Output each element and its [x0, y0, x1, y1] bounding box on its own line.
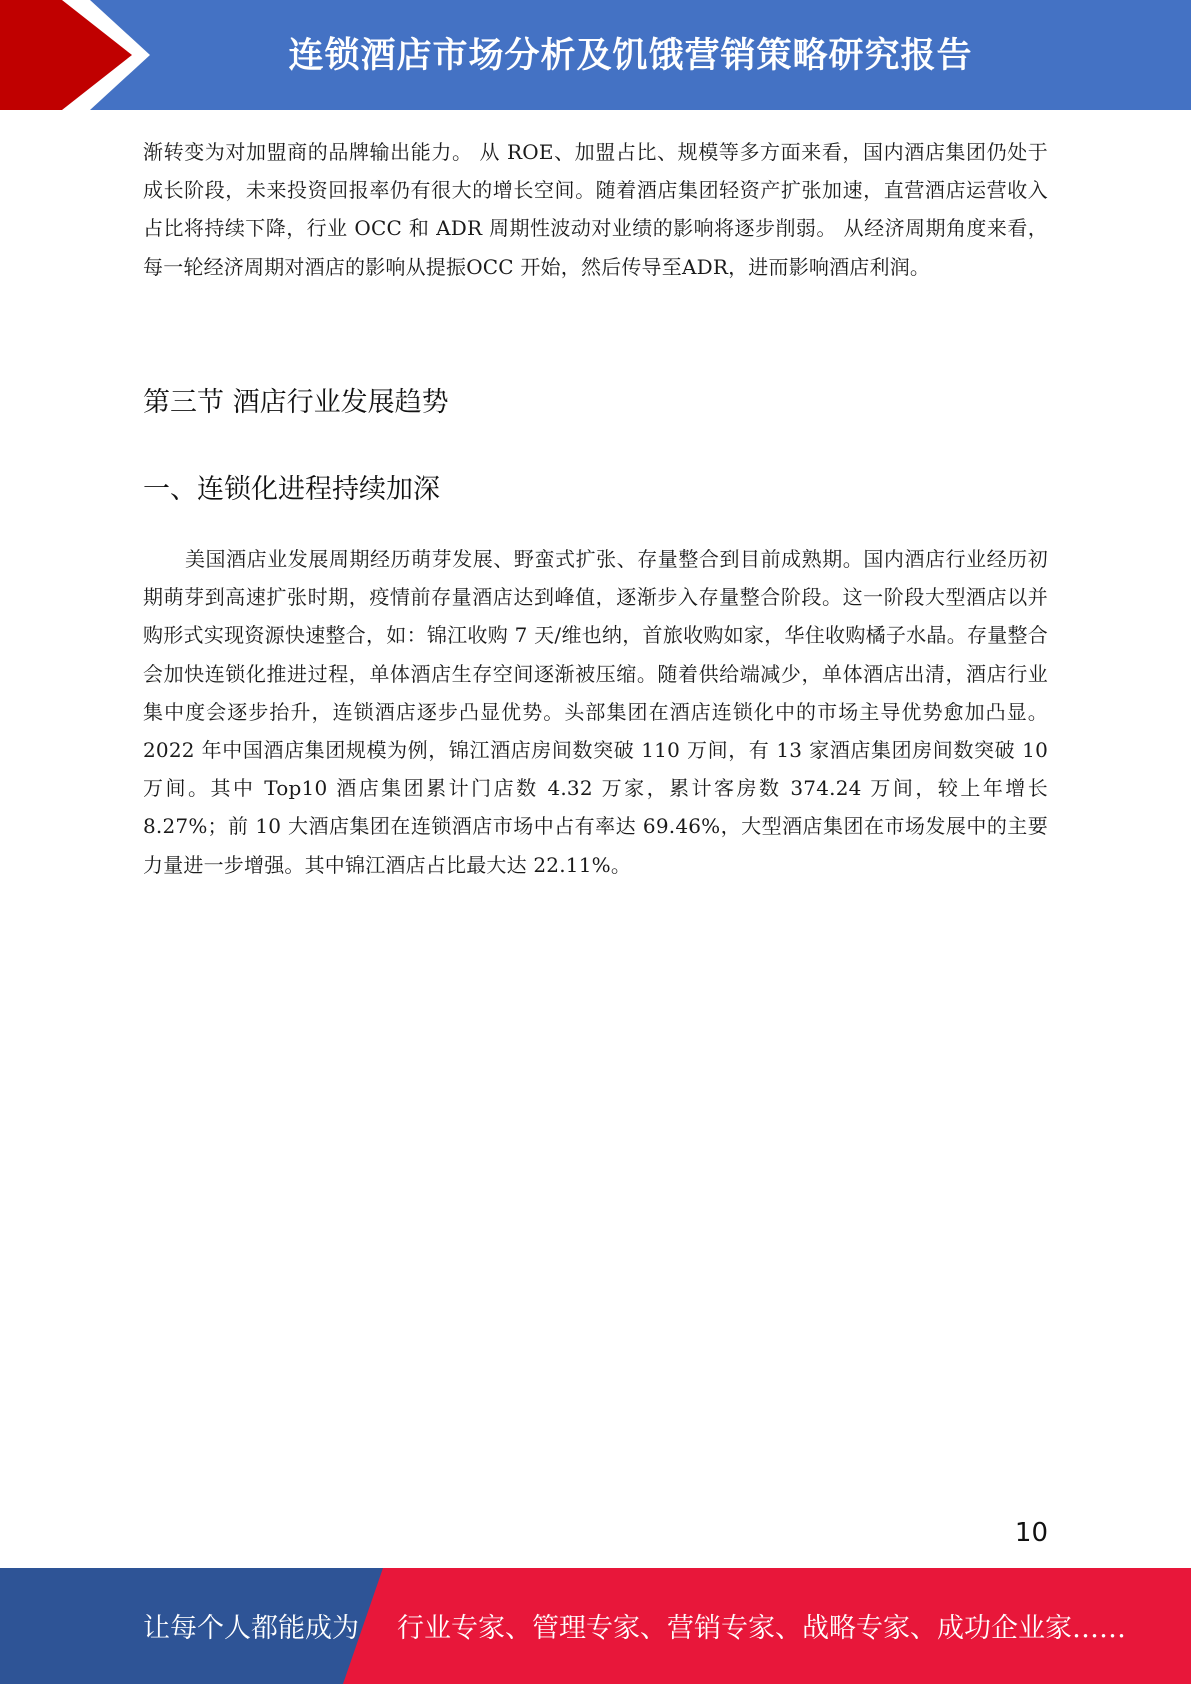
report-title: 连锁酒店市场分析及饥饿营销策略研究报告 — [288, 36, 973, 76]
intro-paragraph: 渐转变为对加盟商的品牌输出能力。 从 ROE、加盟占比、规模等多方面来看，国内酒店集团仍处于成长阶段，未来投资回报率仍有很大的增长空间。随着酒店集团轻资产扩张加速，直营酒店运营收入占比将持续下降，行业 OCC 和 ADR 周期性波动对业绩的影响将逐步削弱。 从经济周期角度来看，每一轮经济周期对酒店的影响从提振OCC 开始，然后传导至ADR，进而影响酒店利润。 — [143, 140, 1048, 279]
body-paragraph: 美国酒店业发展周期经历萌芽发展、野蛮式扩张、存量整合到目前成熟期。国内酒店行业经历初期萌芽到高速扩张时期，疫情前存量酒店达到峰值，逐渐步入存量整合阶段。这一阶段大型酒店以并购形式实现资源快速整合，如：锦江收购 7 天/维也纳，首旅收购如家，华住收购橘子水晶。存量整合会加快连锁化推进过程，单体酒店生存空间逐渐被压缩。随着供给端减少，单体酒店出清，酒店行业集中度会逐步抬升，连锁酒店逐步凸显优势。头部集团在酒店连锁化中的市场主导优势愈加凸显。2022 年中国酒店集团规模为例，锦江酒店房间数突破 110 万间，有 13 家酒店集团房间数突破 10 万间。其中 Top10 酒店集团累计门店数 4.32 万家，累计客房数 374.24 万间，较上年增长 8.27%；前 10 大酒店集团在连锁酒店市场中占有率达 69.46%，大型酒店集团在市场发展中的主要力量进一步增强。其中锦江酒店占比最大达 22.11%。 — [143, 547, 1048, 877]
footer-slogan-right: 行业专家、管理专家、营销专家、战略专家、成功企业家…… — [397, 1613, 1126, 1644]
page-number: 10 — [1014, 1518, 1048, 1548]
footer-slogan-left: 让每个人都能成为 — [143, 1613, 359, 1644]
intro-text-block — [143, 133, 1048, 286]
header-banner — [0, 0, 1191, 110]
footer-banner — [0, 1568, 1191, 1684]
body-text-block — [143, 540, 1048, 884]
subsection-heading: 一、连锁化进程持续加深 — [143, 474, 440, 505]
section-heading: 第三节 酒店行业发展趋势 — [143, 387, 449, 418]
